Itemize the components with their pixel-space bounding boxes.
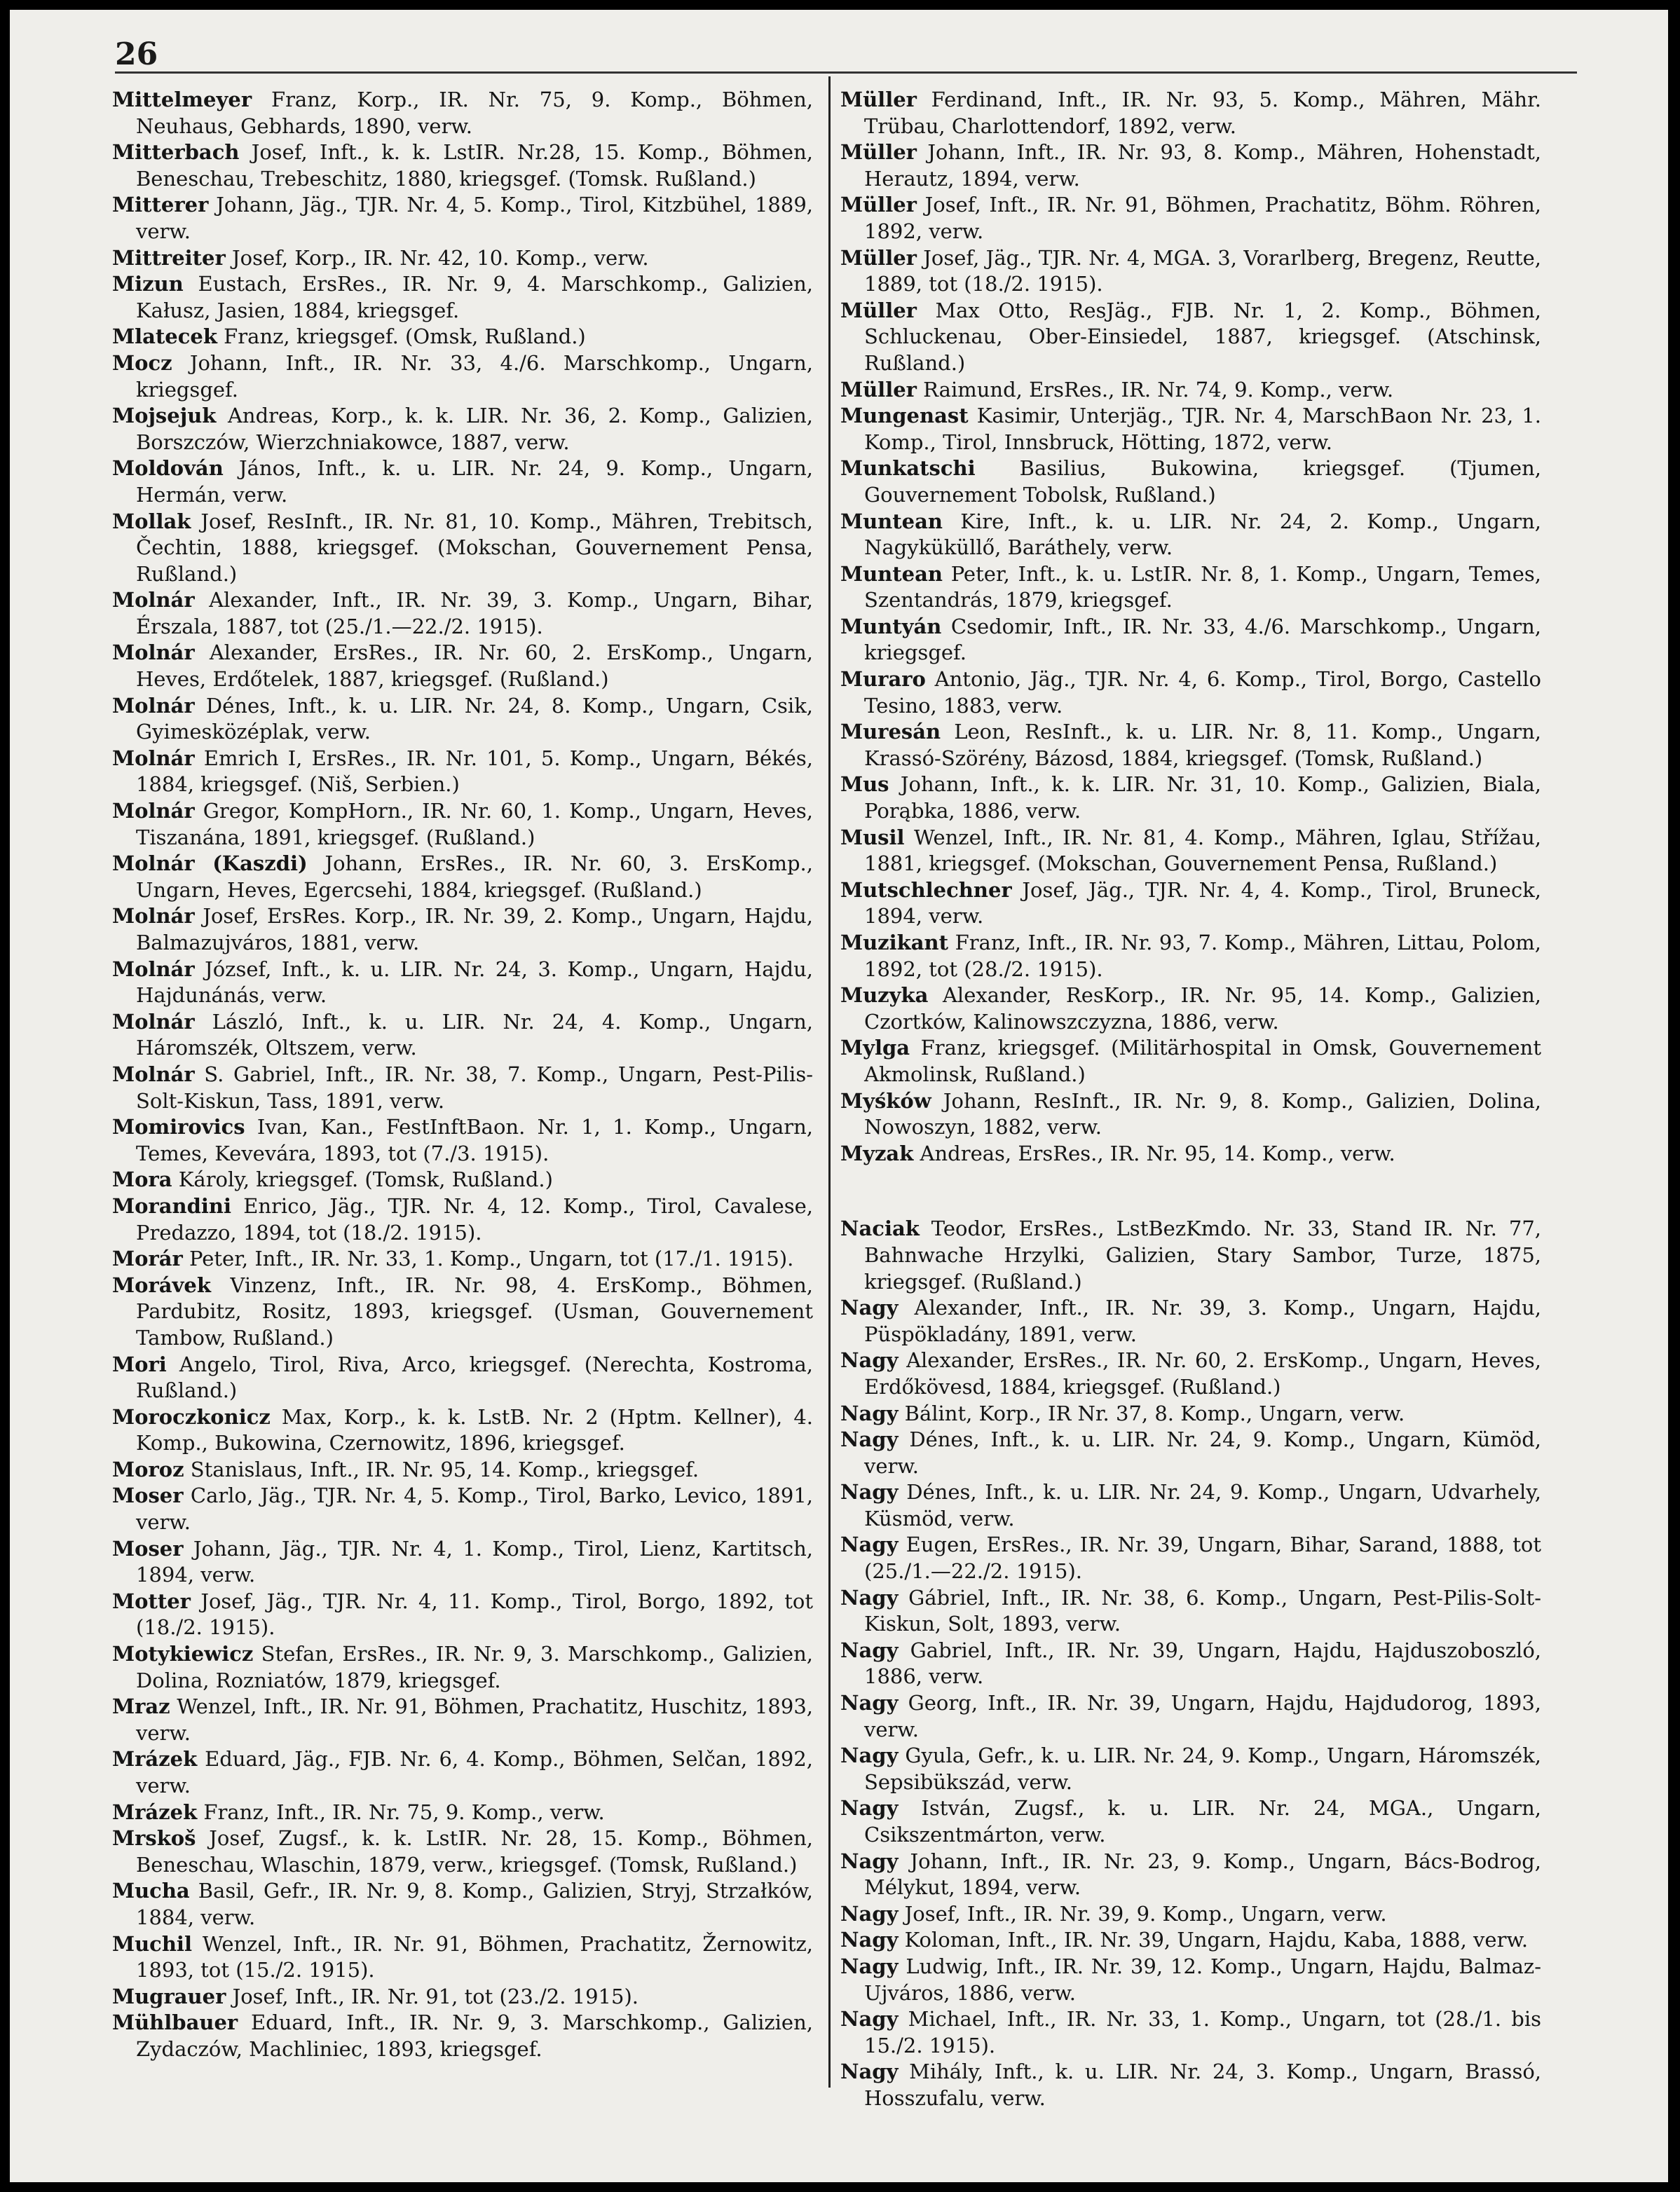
list-entry bbox=[840, 666, 1541, 719]
list-entry bbox=[112, 1536, 813, 1589]
entry-surname: Müller bbox=[840, 193, 917, 217]
entry-surname: Nagy bbox=[840, 1480, 899, 1505]
entry-details: Alexander, ResKorp., IR. Nr. 95, 14. Komp., Galizien, Czortków, Kalinowszczyzna, 1886, verw. bbox=[864, 983, 1541, 1034]
list-entry bbox=[840, 877, 1541, 930]
entry-surname: Mora bbox=[112, 1167, 172, 1192]
entry-surname: Molnár (Kaszdi) bbox=[112, 851, 308, 876]
entry-surname: Muchil bbox=[112, 1931, 192, 1956]
entry-details: Josef, Jäg., TJR. Nr. 4, 4. Komp., Tirol, Bruneck, 1894, verw. bbox=[864, 877, 1541, 929]
entry-surname: Nagy bbox=[840, 2060, 899, 2084]
entry-details: Josef, Inft., IR. Nr. 91, Böhmen, Prachatitz, Böhm. Röhren, 1892, verw. bbox=[864, 193, 1541, 243]
entry-surname: Muntean bbox=[840, 561, 943, 586]
entry-surname: Müller bbox=[840, 88, 917, 111]
entry-details: Leon, ResInft., k. u. LIR. Nr. 8, 11. Komp., Ungarn, Krassó-Szörény, Bázosd, 1884, kriegsgef. (Tomsk, Rußland.) bbox=[864, 720, 1541, 770]
list-entry bbox=[840, 614, 1541, 666]
list-entry bbox=[840, 245, 1541, 298]
entry-details: Koloman, Inft., IR. Nr. 39, Ungarn, Hajdu, Kaba, 1888, verw. bbox=[898, 1928, 1529, 1952]
list-entry bbox=[112, 1404, 813, 1457]
entry-surname: Mylga bbox=[840, 1036, 910, 1060]
entry-surname: Moser bbox=[112, 1536, 184, 1561]
entry-details: Ferdinand, Inft., IR. Nr. 93, 5. Komp., Mähren, Mähr. Trübau, Charlottendorf, 1892, verw. bbox=[864, 88, 1541, 138]
entry-details: Ivan, Kan., FestInftBaon. Nr. 1, 1. Komp., Ungarn, Temes, Kevevára, 1893, tot (7./3. 1915). bbox=[136, 1115, 813, 1165]
list-entry bbox=[840, 509, 1541, 561]
list-entry bbox=[112, 509, 813, 588]
entry-details: Carlo, Jäg., TJR. Nr. 4, 5. Komp., Tirol, Barko, Levico, 1891, verw. bbox=[136, 1484, 813, 1535]
entry-details: Andreas, Korp., k. k. LIR. Nr. 36, 2. Komp., Galizien, Borszczów, Wierzchniakowce, 1887, verw. bbox=[136, 404, 813, 454]
entry-details: Alexander, Inft., IR. Nr. 39, 3. Komp., Ungarn, Hajdu, Püspökladány, 1891, verw. bbox=[864, 1296, 1541, 1346]
list-entry bbox=[840, 1088, 1541, 1141]
entry-details: Franz, kriegsgef. (Militärhospital in Omsk, Gouvernement Akmolinsk, Rußland.) bbox=[864, 1036, 1541, 1086]
entry-details: Wenzel, Inft., IR. Nr. 81, 4. Komp., Mähren, Iglau, Střížau, 1881, kriegsgef. (Mokschan, Gouvernement Pensa, Rußland.) bbox=[864, 825, 1541, 876]
entry-details: Alexander, ErsRes., IR. Nr. 60, 2. ErsKomp., Ungarn, Heves, Erdőkövesd, 1884, kriegsgef. (Rußland.) bbox=[864, 1348, 1541, 1399]
entry-surname: Munkatschi bbox=[840, 456, 976, 481]
entry-details: Michael, Inft., IR. Nr. 33, 1. Komp., Ungarn, tot (28./1. bis 15./2. 1915). bbox=[864, 2007, 1541, 2057]
entry-details: Josef, Zugsf., k. k. LstIR. Nr. 28, 15. Komp., Böhmen, Beneschau, Wlaschin, 1879, verw., kriegsgef. (Tomsk, Rußland.) bbox=[136, 1826, 813, 1877]
entry-details: József, Inft., k. u. LIR. Nr. 24, 3. Komp., Ungarn, Hajdu, Hajdunánás, verw. bbox=[136, 957, 813, 1008]
entry-details: Eugen, ErsRes., IR. Nr. 39, Ungarn, Bihar, Sarand, 1888, tot (25./1.—22./2. 1915). bbox=[864, 1533, 1541, 1584]
entry-surname: Muraro bbox=[840, 667, 926, 692]
entry-surname: Nagy bbox=[840, 1585, 899, 1610]
list-entry bbox=[840, 772, 1541, 824]
list-entry bbox=[840, 1690, 1541, 1743]
list-entry bbox=[840, 1954, 1541, 2006]
entry-details: Johann, ResInft., IR. Nr. 9, 8. Komp., Galizien, Dolina, Nowoszyn, 1882, verw. bbox=[864, 1088, 1541, 1139]
entry-details: Stefan, ErsRes., IR. Nr. 9, 3. Marschkomp., Galizien, Dolina, Rozniatów, 1879, kriegsgef. bbox=[136, 1642, 813, 1692]
list-entry bbox=[112, 1825, 813, 1878]
entry-surname: Molnár bbox=[112, 957, 195, 981]
entry-details: Josef, Inft., IR. Nr. 91, tot (23./2. 1915). bbox=[226, 1984, 638, 2008]
entry-surname: Nagy bbox=[840, 1401, 899, 1425]
list-entry bbox=[112, 1931, 813, 1984]
entry-surname: Momirovics bbox=[112, 1115, 245, 1139]
entry-surname: Mittelmeyer bbox=[112, 88, 252, 111]
list-entry bbox=[840, 1348, 1541, 1400]
entry-surname: Mori bbox=[112, 1352, 167, 1376]
list-entry bbox=[112, 1273, 813, 1352]
entry-surname: Mus bbox=[840, 772, 889, 797]
list-entry bbox=[840, 1795, 1541, 1848]
list-entry bbox=[112, 693, 813, 746]
list-entry bbox=[112, 87, 813, 139]
entry-surname: Mrázek bbox=[112, 1800, 198, 1824]
right-column bbox=[840, 87, 1541, 2112]
entry-surname: Molnár bbox=[112, 641, 195, 665]
list-entry bbox=[112, 1589, 813, 1641]
entry-details: Wenzel, Inft., IR. Nr. 91, Böhmen, Prachatitz, Žernowitz, 1893, tot (15./2. 1915). bbox=[136, 1931, 813, 1982]
entry-details: Franz, Korp., IR. Nr. 75, 9. Komp., Böhmen, Neuhaus, Gebhards, 1890, verw. bbox=[136, 88, 813, 138]
entry-surname: Müller bbox=[840, 245, 917, 270]
entry-surname: Muresán bbox=[840, 720, 941, 744]
entry-surname: Mitterbach bbox=[112, 140, 240, 165]
entry-details: Josef, Inft., k. k. LstIR. Nr.28, 15. Komp., Böhmen, Beneschau, Trebeschitz, 1880, kriegsgef. (Tomsk. Rußland.) bbox=[136, 140, 813, 191]
entry-surname: Naciak bbox=[840, 1217, 920, 1241]
entry-surname: Molnár bbox=[112, 693, 195, 718]
list-entry bbox=[112, 587, 813, 640]
entry-surname: Mitterer bbox=[112, 193, 209, 217]
entry-surname: Musil bbox=[840, 825, 905, 849]
entry-surname: Morandini bbox=[112, 1193, 231, 1218]
entry-surname: Molnár bbox=[112, 1062, 195, 1086]
list-entry bbox=[112, 271, 813, 324]
entry-surname: Moroz bbox=[112, 1457, 184, 1481]
list-entry bbox=[840, 403, 1541, 455]
entry-surname: Nagy bbox=[840, 1427, 899, 1452]
list-entry bbox=[840, 1849, 1541, 1901]
entry-surname: Muntyán bbox=[840, 614, 942, 638]
entry-details: S. Gabriel, Inft., IR. Nr. 38, 7. Komp., Ungarn, Pest-Pilis-Solt-Kiskun, Tass, 1891, verw. bbox=[136, 1062, 813, 1113]
entry-surname: Mühlbauer bbox=[112, 2011, 238, 2035]
entry-surname: Mojsejuk bbox=[112, 404, 217, 428]
list-entry bbox=[840, 1401, 1541, 1427]
list-entry bbox=[840, 1035, 1541, 1088]
entry-surname: Muzyka bbox=[840, 983, 929, 1008]
entry-surname: Müller bbox=[840, 140, 917, 165]
entry-surname: Mungenast bbox=[840, 404, 969, 428]
entry-details: Johann, Inft., IR. Nr. 33, 4./6. Marschkomp., Ungarn, kriegsgef. bbox=[136, 350, 813, 402]
entry-details: Ludwig, Inft., IR. Nr. 39, 12. Komp., Ungarn, Hajdu, Balmaz-Ujváros, 1886, verw. bbox=[864, 1954, 1541, 2005]
list-entry bbox=[112, 1694, 813, 1746]
entry-surname: Nagy bbox=[840, 1954, 899, 1978]
entry-details: Eduard, Inft., IR. Nr. 9, 3. Marschkomp., Galizien, Zydaczów, Machliniec, 1893, kriegsgef. bbox=[136, 2011, 813, 2061]
entry-details: Basil, Gefr., IR. Nr. 9, 8. Komp., Galizien, Stryj, Strzałków, 1884, verw. bbox=[136, 1879, 813, 1929]
entry-details: Gyula, Gefr., k. u. LIR. Nr. 24, 9. Komp., Ungarn, Háromszék, Sepsibükszád, verw. bbox=[864, 1744, 1541, 1794]
entry-surname: Nagy bbox=[840, 1691, 899, 1715]
list-entry bbox=[840, 1295, 1541, 1348]
entry-surname: Moroczkonicz bbox=[112, 1404, 271, 1429]
entry-details: Gabriel, Inft., IR. Nr. 39, Ungarn, Hajdu, Hajduszoboszló, 1886, verw. bbox=[864, 1638, 1541, 1689]
entry-details: Angelo, Tirol, Riva, Arco, kriegsgef. (Nerechta, Kostroma, Rußland.) bbox=[136, 1352, 813, 1403]
entry-surname: Mollak bbox=[112, 509, 191, 533]
entry-details: Johann, Inft., IR. Nr. 23, 9. Komp., Ungarn, Bács-Bodrog, Mélykut, 1894, verw. bbox=[864, 1849, 1541, 1900]
list-entry bbox=[112, 851, 813, 903]
document-page bbox=[10, 10, 1668, 2182]
list-entry bbox=[840, 930, 1541, 982]
entry-surname: Moldován bbox=[112, 456, 224, 481]
entry-details: Raimund, ErsRes., IR. Nr. 74, 9. Komp., verw. bbox=[916, 377, 1394, 402]
entry-details: Eduard, Jäg., FJB. Nr. 6, 4. Komp., Böhmen, Selčan, 1892, verw. bbox=[136, 1747, 813, 1797]
entry-surname: Molnár bbox=[112, 904, 195, 929]
entry-details: László, Inft., k. u. LIR. Nr. 24, 4. Komp., Ungarn, Háromszék, Oltszem, verw. bbox=[136, 1009, 813, 1060]
entry-surname: Nagy bbox=[840, 2007, 899, 2032]
entry-surname: Myśków bbox=[840, 1088, 931, 1113]
entry-surname: Nagy bbox=[840, 1744, 899, 1768]
list-entry bbox=[112, 1800, 813, 1826]
entry-details: Mihály, Inft., k. u. LIR. Nr. 24, 3. Komp., Ungarn, Brassó, Hosszufalu, verw. bbox=[864, 2060, 1541, 2110]
list-entry bbox=[112, 192, 813, 245]
entry-details: Josef, Inft., IR. Nr. 39, 9. Komp., Ungarn, verw. bbox=[898, 1901, 1387, 1926]
entry-surname: Myzak bbox=[840, 1141, 914, 1165]
list-entry bbox=[840, 982, 1541, 1035]
list-entry bbox=[840, 139, 1541, 192]
entry-details: Franz, kriegsgef. (Omsk, Rußland.) bbox=[217, 324, 586, 349]
list-entry bbox=[840, 377, 1541, 404]
list-entry bbox=[112, 350, 813, 403]
list-entry bbox=[112, 640, 813, 692]
top-rule bbox=[115, 71, 1577, 74]
entry-details: Csedomir, Inft., IR. Nr. 33, 4./6. Marschkomp., Ungarn, kriegsgef. bbox=[864, 614, 1541, 665]
entry-surname: Mucha bbox=[112, 1879, 190, 1903]
entry-details: Johann, ErsRes., IR. Nr. 60, 3. ErsKomp., Ungarn, Heves, Egercsehi, 1884, kriegsgef. (Rußland.) bbox=[136, 851, 813, 902]
list-entry bbox=[112, 1457, 813, 1484]
section-gap bbox=[840, 1167, 1541, 1216]
list-entry bbox=[112, 455, 813, 508]
entry-details: Georg, Inft., IR. Nr. 39, Ungarn, Hajdu, Hajdudorog, 1893, verw. bbox=[864, 1691, 1541, 1741]
entry-details: Johann, Inft., IR. Nr. 93, 8. Komp., Mähren, Hohenstadt, Herautz, 1894, verw. bbox=[864, 140, 1541, 191]
entry-surname: Mraz bbox=[112, 1694, 170, 1719]
entry-surname: Mrázek bbox=[112, 1747, 198, 1772]
entry-details: Bálint, Korp., IR Nr. 37, 8. Komp., Ungarn, verw. bbox=[898, 1401, 1405, 1425]
entry-surname: Mittreiter bbox=[112, 245, 226, 270]
entry-details: Kire, Inft., k. u. LIR. Nr. 24, 2. Komp., Ungarn, Nagyküküllő, Baráthely, verw. bbox=[864, 509, 1541, 560]
entry-details: Basilius, Bukowina, kriegsgef. (Tjumen, Gouvernement Tobolsk, Rußland.) bbox=[864, 456, 1541, 507]
entry-surname: Morár bbox=[112, 1247, 183, 1271]
entry-details: Dénes, Inft., k. u. LIR. Nr. 24, 9. Komp., Ungarn, Udvarhely, Küsmöd, verw. bbox=[864, 1480, 1541, 1530]
entry-surname: Muntean bbox=[840, 509, 943, 533]
entry-details: Josef, ErsRes. Korp., IR. Nr. 39, 2. Komp., Ungarn, Hajdu, Balmazujváros, 1881, verw. bbox=[136, 904, 813, 954]
entry-surname: Molnár bbox=[112, 588, 195, 612]
list-entry bbox=[840, 2059, 1541, 2111]
list-entry bbox=[840, 298, 1541, 377]
entry-details: Károly, kriegsgef. (Tomsk, Rußland.) bbox=[172, 1167, 553, 1192]
list-entry bbox=[112, 798, 813, 851]
entry-details: Franz, Inft., IR. Nr. 75, 9. Komp., verw. bbox=[197, 1800, 605, 1824]
list-entry bbox=[112, 1878, 813, 1931]
entry-details: Wenzel, Inft., IR. Nr. 91, Böhmen, Prachatitz, Huschitz, 1893, verw. bbox=[136, 1694, 813, 1745]
entry-details: Max, Korp., k. k. LstB. Nr. 2 (Hptm. Kellner), 4. Komp., Bukowina, Czernowitz, 1896, kriegsgef. bbox=[136, 1404, 813, 1455]
list-entry bbox=[840, 1216, 1541, 1295]
list-entry bbox=[112, 1009, 813, 1062]
entry-details: Johann, Jäg., TJR. Nr. 4, 5. Komp., Tirol, Kitzbühel, 1889, verw. bbox=[136, 193, 813, 243]
list-entry bbox=[840, 1532, 1541, 1584]
entry-surname: Müller bbox=[840, 298, 917, 322]
list-entry bbox=[112, 1246, 813, 1273]
list-entry bbox=[112, 1984, 813, 2011]
entry-details: János, Inft., k. u. LIR. Nr. 24, 9. Komp., Ungarn, Hermán, verw. bbox=[136, 456, 813, 507]
list-entry bbox=[840, 1141, 1541, 1167]
entry-surname: Nagy bbox=[840, 1849, 899, 1873]
list-entry bbox=[112, 403, 813, 455]
list-entry bbox=[840, 1427, 1541, 1479]
entry-details: Eustach, ErsRes., IR. Nr. 9, 4. Marschkomp., Galizien, Kałusz, Jasien, 1884, kriegsgef. bbox=[136, 272, 813, 322]
entry-surname: Nagy bbox=[840, 1901, 899, 1926]
entry-details: Josef, Jäg., TJR. Nr. 4, MGA. 3, Vorarlberg, Bregenz, Reutte, 1889, tot (18./2. 1915). bbox=[864, 245, 1541, 296]
entry-details: Josef, Korp., IR. Nr. 42, 10. Komp., verw. bbox=[225, 245, 649, 270]
column-divider bbox=[828, 76, 831, 2088]
entry-surname: Mizun bbox=[112, 272, 184, 296]
entry-surname: Nagy bbox=[840, 1533, 899, 1557]
list-entry bbox=[840, 1901, 1541, 1928]
list-entry bbox=[112, 957, 813, 1009]
entry-details: Dénes, Inft., k. u. LIR. Nr. 24, 8. Komp., Ungarn, Csik, Gyimesközéplak, verw. bbox=[136, 693, 813, 744]
entry-details: Kasimir, Unterjäg., TJR. Nr. 4, MarschBaon Nr. 23, 1. Komp., Tirol, Innsbruck, Hötting, 1872, verw. bbox=[864, 404, 1541, 454]
entry-surname: Morávek bbox=[112, 1273, 211, 1297]
list-entry bbox=[840, 1479, 1541, 1532]
list-entry bbox=[112, 903, 813, 956]
entry-details: Stanislaus, Inft., IR. Nr. 95, 14. Komp., kriegsgef. bbox=[184, 1457, 699, 1481]
entry-details: Gábriel, Inft., IR. Nr. 38, 6. Komp., Ungarn, Pest-Pilis-Solt-Kiskun, Solt, 1893, verw. bbox=[864, 1585, 1541, 1636]
list-entry bbox=[112, 1062, 813, 1114]
entry-surname: Mrskoš bbox=[112, 1826, 196, 1851]
entry-surname: Müller bbox=[840, 377, 917, 402]
entry-surname: Nagy bbox=[840, 1638, 899, 1662]
list-entry bbox=[840, 825, 1541, 877]
entry-details: Dénes, Inft., k. u. LIR. Nr. 24, 9. Komp., Ungarn, Kümöd, verw. bbox=[864, 1427, 1541, 1478]
list-entry bbox=[840, 455, 1541, 508]
list-entry bbox=[112, 1193, 813, 1246]
list-entry bbox=[840, 1638, 1541, 1690]
list-entry bbox=[840, 561, 1541, 614]
entry-surname: Nagy bbox=[840, 1796, 899, 1821]
entry-surname: Motter bbox=[112, 1589, 191, 1613]
entry-surname: Mutschlechner bbox=[840, 877, 1012, 902]
left-column bbox=[112, 87, 813, 2063]
entry-details: Andreas, ErsRes., IR. Nr. 95, 14. Komp., verw. bbox=[913, 1141, 1395, 1165]
entry-surname: Molnár bbox=[112, 746, 195, 770]
entry-details: Peter, Inft., IR. Nr. 33, 1. Komp., Ungarn, tot (17./1. 1915). bbox=[182, 1247, 794, 1271]
entry-surname: Nagy bbox=[840, 1296, 899, 1320]
list-entry bbox=[112, 324, 813, 350]
page-number: 26 bbox=[115, 36, 158, 72]
entry-details: Emrich I, ErsRes., IR. Nr. 101, 5. Komp., Ungarn, Békés, 1884, kriegsgef. (Niš, Serbien.) bbox=[136, 746, 813, 797]
list-entry bbox=[840, 192, 1541, 245]
list-entry bbox=[840, 1743, 1541, 1795]
list-entry bbox=[112, 1483, 813, 1535]
entry-surname: Nagy bbox=[840, 1928, 899, 1952]
entry-surname: Nagy bbox=[840, 1348, 899, 1373]
list-entry bbox=[112, 1352, 813, 1404]
entry-surname: Mocz bbox=[112, 350, 172, 375]
list-entry bbox=[112, 139, 813, 192]
entry-details: Josef, Jäg., TJR. Nr. 4, 11. Komp., Tirol, Borgo, 1892, tot (18./2. 1915). bbox=[136, 1589, 813, 1640]
list-entry bbox=[112, 1114, 813, 1167]
list-entry bbox=[840, 2006, 1541, 2059]
entry-details: Teodor, ErsRes., LstBezKmdo. Nr. 33, Stand IR. Nr. 77, Bahnwache Hrzylki, Galizien, Stary Sambor, Turze, 1875, kriegsgef. (Rußland.) bbox=[864, 1217, 1541, 1294]
entry-surname: Molnár bbox=[112, 1009, 195, 1034]
list-entry bbox=[840, 87, 1541, 139]
entry-details: Josef, ResInft., IR. Nr. 81, 10. Komp., Mähren, Trebitsch, Čechtin, 1888, kriegsgef. (Mokschan, Gouvernement Pensa, Rußland.) bbox=[136, 509, 813, 586]
entry-details: Antonio, Jäg., TJR. Nr. 4, 6. Komp., Tirol, Borgo, Castello Tesino, 1883, verw. bbox=[864, 667, 1541, 718]
entry-details: Gregor, KompHorn., IR. Nr. 60, 1. Komp., Ungarn, Heves, Tiszanána, 1891, kriegsgef. (Rußland.) bbox=[136, 799, 813, 849]
entry-details: Johann, Jäg., TJR. Nr. 4, 1. Komp., Tirol, Lienz, Kartitsch, 1894, verw. bbox=[136, 1536, 813, 1587]
entry-details: Johann, Inft., k. k. LIR. Nr. 31, 10. Komp., Galizien, Biala, Porąbka, 1886, verw. bbox=[864, 772, 1541, 823]
entry-details: Max Otto, ResJäg., FJB. Nr. 1, 2. Komp., Böhmen, Schluckenau, Ober-Einsiedel, 1887, kriegsgef. (Atschinsk, Rußland.) bbox=[864, 298, 1541, 375]
list-entry bbox=[112, 245, 813, 272]
entry-details: Franz, Inft., IR. Nr. 93, 7. Komp., Mähren, Littau, Polom, 1892, tot (28./2. 1915). bbox=[864, 931, 1541, 981]
entry-surname: Motykiewicz bbox=[112, 1642, 254, 1666]
entry-surname: Molnár bbox=[112, 799, 195, 823]
entry-surname: Muzikant bbox=[840, 931, 949, 954]
entry-details: István, Zugsf., k. u. LIR. Nr. 24, MGA., Ungarn, Csikszentmárton, verw. bbox=[864, 1796, 1541, 1847]
list-entry bbox=[112, 1167, 813, 1193]
list-entry bbox=[112, 2010, 813, 2062]
entry-details: Alexander, Inft., IR. Nr. 39, 3. Komp., Ungarn, Bihar, Érszala, 1887, tot (25./1.—22./2. 1915). bbox=[136, 588, 813, 638]
entry-details: Peter, Inft., k. u. LstIR. Nr. 8, 1. Komp., Ungarn, Temes, Szentandrás, 1879, kriegsgef. bbox=[864, 561, 1541, 612]
entry-details: Enrico, Jäg., TJR. Nr. 4, 12. Komp., Tirol, Cavalese, Predazzo, 1894, tot (18./2. 1915). bbox=[136, 1193, 813, 1245]
entry-surname: Moser bbox=[112, 1484, 184, 1508]
list-entry bbox=[840, 719, 1541, 772]
list-entry bbox=[112, 746, 813, 798]
entry-details: Vinzenz, Inft., IR. Nr. 98, 4. ErsKomp., Böhmen, Pardubitz, Rositz, 1893, kriegsgef. (Usman, Gouvernement Tambow, Rußland.) bbox=[136, 1273, 813, 1350]
entry-surname: Mlatecek bbox=[112, 324, 217, 349]
list-entry bbox=[112, 1746, 813, 1799]
list-entry bbox=[840, 1585, 1541, 1638]
entry-surname: Mugrauer bbox=[112, 1984, 226, 2008]
list-entry bbox=[840, 1927, 1541, 1954]
list-entry bbox=[112, 1641, 813, 1694]
entry-details: Alexander, ErsRes., IR. Nr. 60, 2. ErsKomp., Ungarn, Heves, Erdőtelek, 1887, kriegsgef. (Rußland.) bbox=[136, 641, 813, 692]
